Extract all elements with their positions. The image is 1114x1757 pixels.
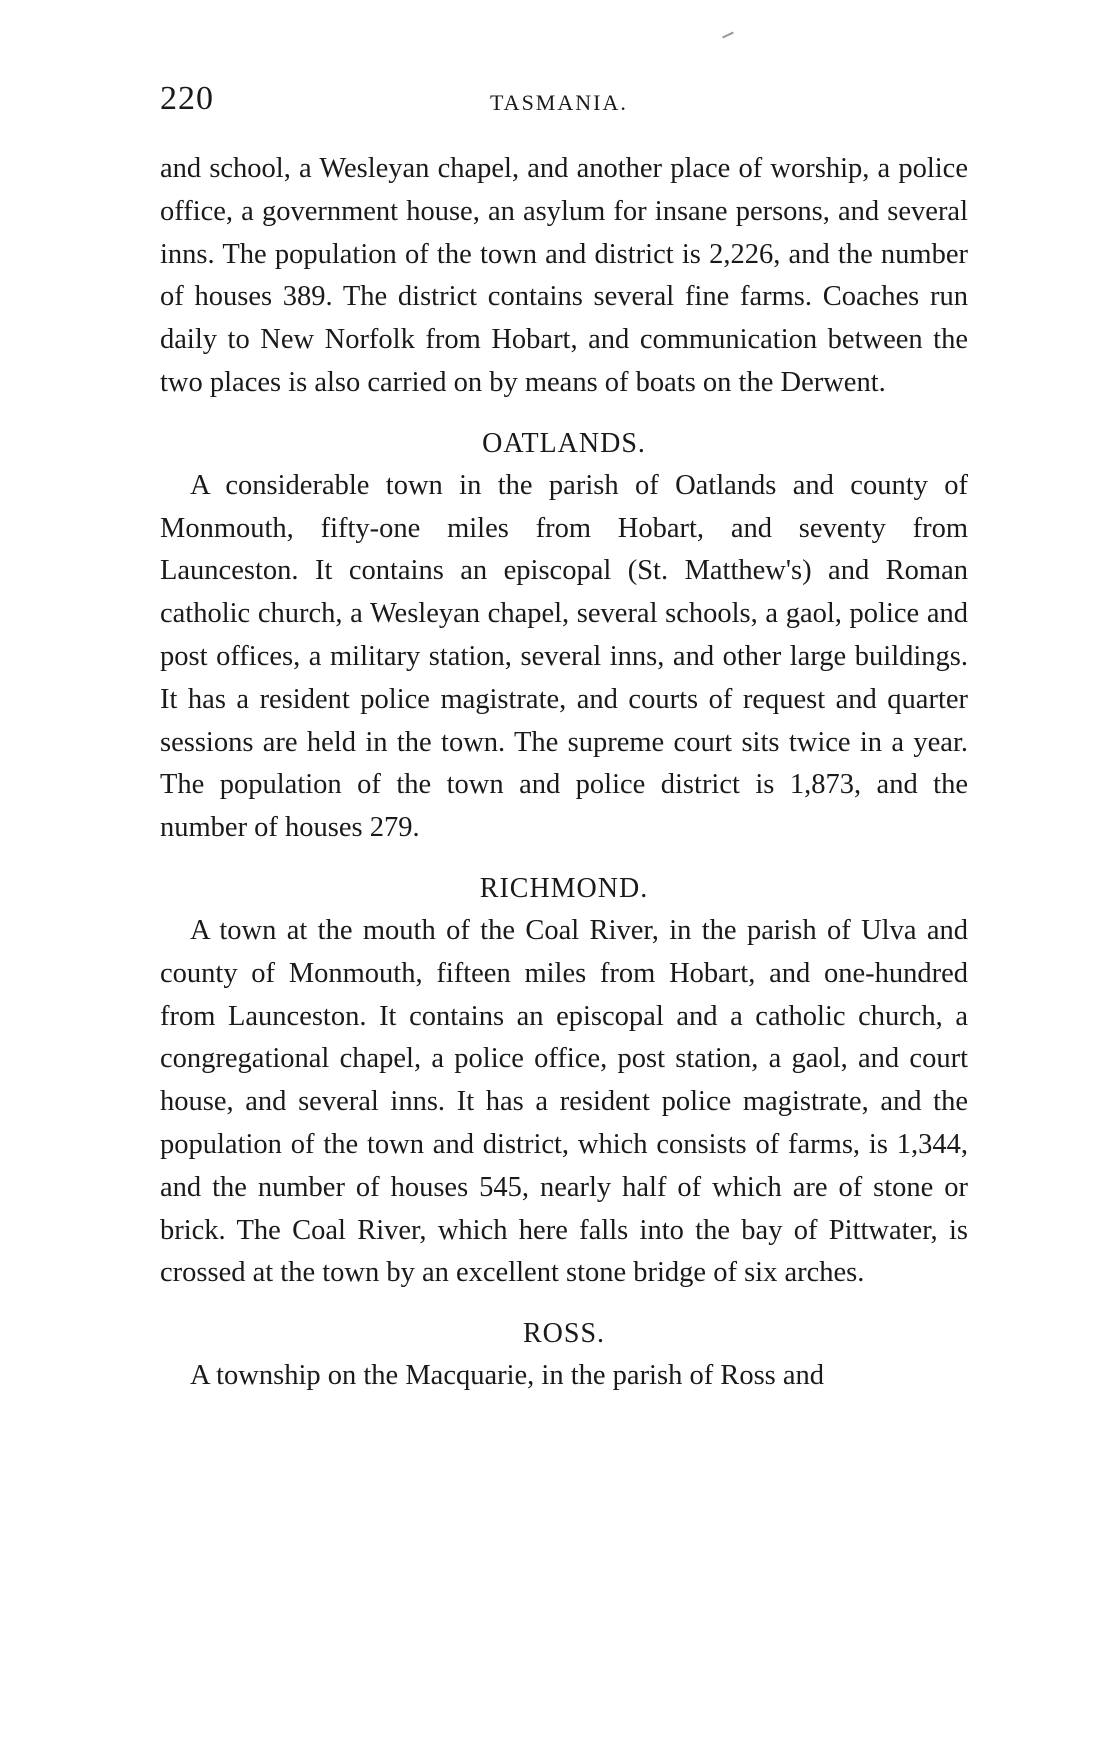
stray-mark [722,32,734,39]
paragraph-ross: A township on the Macquarie, in the parish of Ross and [190,1360,825,1392]
heading-oatlands: OATLANDS. [482,427,646,459]
heading-richmond: RICHMOND. [479,872,649,904]
page-body [160,148,968,1398]
page-number: 220 [160,80,214,117]
paragraph-richmond: A town at the mouth of the Coal River, in the parish of Ulva and county of Monmouth, fifteen miles from Hobart, and one-hundred from Launceston. It contains an episcopal and a catholic church, a congregational chapel, a police office, post station, a gaol, and court house, and several inns. It has a resident police magistrate, and the population of the town and district, which consists of farms, is 1,344, and the number of houses 545, nearly half of which are of stone or brick. The Coal River, which here falls into the bay of Pittwater, is crossed at the town by an excellent stone bridge of six arches. [160,914,968,1289]
paragraph-oatlands: A considerable town in the parish of Oatlands and county of Monmouth, fifty-one miles from Hobart, and seventy from Launceston. It contains an episcopal (St. Matthew's) and Roman catholic church, a Wesleyan chapel, several schools, a gaol, police and post offices, a military station, several inns, and other large buildings. It has a resident police magistrate, and courts of request and quarter sessions are held in the town. The supreme court sits twice in a year. The population of the town and police district is 1,873, and the number of houses 279. [160,469,968,844]
heading-ross: ROSS. [522,1318,606,1350]
continuation-paragraph: and school, a Wesleyan chapel, and another place of worship, a police office, a government house, an asylum for insane persons, and several inns. The population of the town and district is 2,226, and the number of houses 389. The district contains several fine farms. Coaches run daily to New Norfolk from Hobart, and communication between the two places is also carried on by means of boats on the Derwent. [160,153,968,398]
page-header [160,80,970,130]
running-title: TASMANIA. [490,90,628,115]
